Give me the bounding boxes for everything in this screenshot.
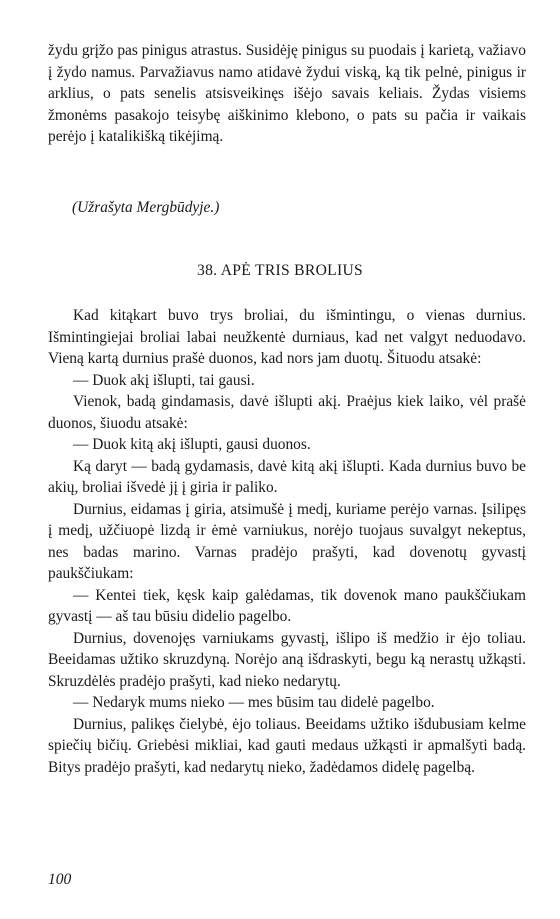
- paragraph-3: Vienok, badą gindamasis, davė išlupti akį. Praėjus kiek laiko, vėl prašė duonos, šiuodu atsakė:: [48, 393, 526, 432]
- page-number: 100: [48, 871, 72, 888]
- paragraph-1: Kad kitąkart buvo trys broliai, du išmintingu, o vienas durnius. Išmintingiejai broliai labai neužkentė durniaus, kad net valgyt neduodavo. Vieną kartą durnius prašė duonos, kad nors jam duotų. Šituodu atsakė:: [48, 307, 526, 367]
- intro-paragraph: žydu grįžo pas pinigus atrastus. Susidėję pinigus su puodais į karietą, važiavo į žydo namus. Parvažiavus namo atidavė žydui viską, ką tik pelnė, pinigus ir arklius, o pats senelis atsisveikinęs išėjo savais keliais. Žydas visiems žmonėms pasakojo teisybę aiškinimo klebono, o pats su pačia ir vaikais perėjo į katalikišką tikėjimą.: [48, 42, 526, 145]
- paragraph-9: — Nedaryk mums nieko — mes būsim tau didelė pagelbo.: [73, 694, 435, 711]
- paragraph-2: — Duok akį išlupti, tai gausi.: [73, 371, 255, 389]
- paragraph-5: Ką daryt — badą gydamasis, davė kitą akį išlupti. Kada durnius buvo be akių, broliai išvedė jį į giria ir paliko.: [48, 457, 526, 496]
- paragraph-10: Durnius, palikęs čielybė, ėjo toliaus. Beeidams užtiko išdubusiam kelme spiečių bičių. Griebėsi mikliai, kad gauti medaus užkąsti ir apmalšyti badą. Bitys pradėjo prašyti, kad nedarytų nieko, žadėdamos didelę pagelbą.: [48, 715, 526, 776]
- chapter-title: 38. APĖ TRIS BROLIUS: [196, 262, 363, 279]
- paragraph-6: Durnius, eidamas į giria, atsimušė į medį, kuriame perėjo varnas. Įsilipęs į medį, užčiuopė lizdą ir ėmė varniukus, norėjo tuojaus suvalgyt nekeptus, nes badas marino. Varnas pradėjo prašyti, kad dovenotų gyvastį paukščiukam:: [48, 500, 526, 582]
- intro-text-block: [48, 40, 526, 148]
- source-note: (Užrašyta Mergbūdyje.): [72, 199, 220, 216]
- story-text-block: [48, 305, 526, 778]
- paragraph-7: — Kentei tiek, kęsk kaip galėdamas, tik dovenok mano paukščiukam gyvastį — aš tau būsiu didelio pagelbo.: [48, 586, 526, 625]
- paragraph-4: — Duok kitą akį išlupti, gausi duonos.: [73, 436, 311, 453]
- paragraph-8: Durnius, dovenojęs varniukams gyvastį, išlipo iš medžio ir ėjo toliau. Beeidamas užtiko skruzdyną. Norėjo aną išdraskyti, begu ką nerastų užkąsti. Skruzdėlės pradėjo prašyti, kad nieko nedarytų.: [48, 629, 526, 690]
